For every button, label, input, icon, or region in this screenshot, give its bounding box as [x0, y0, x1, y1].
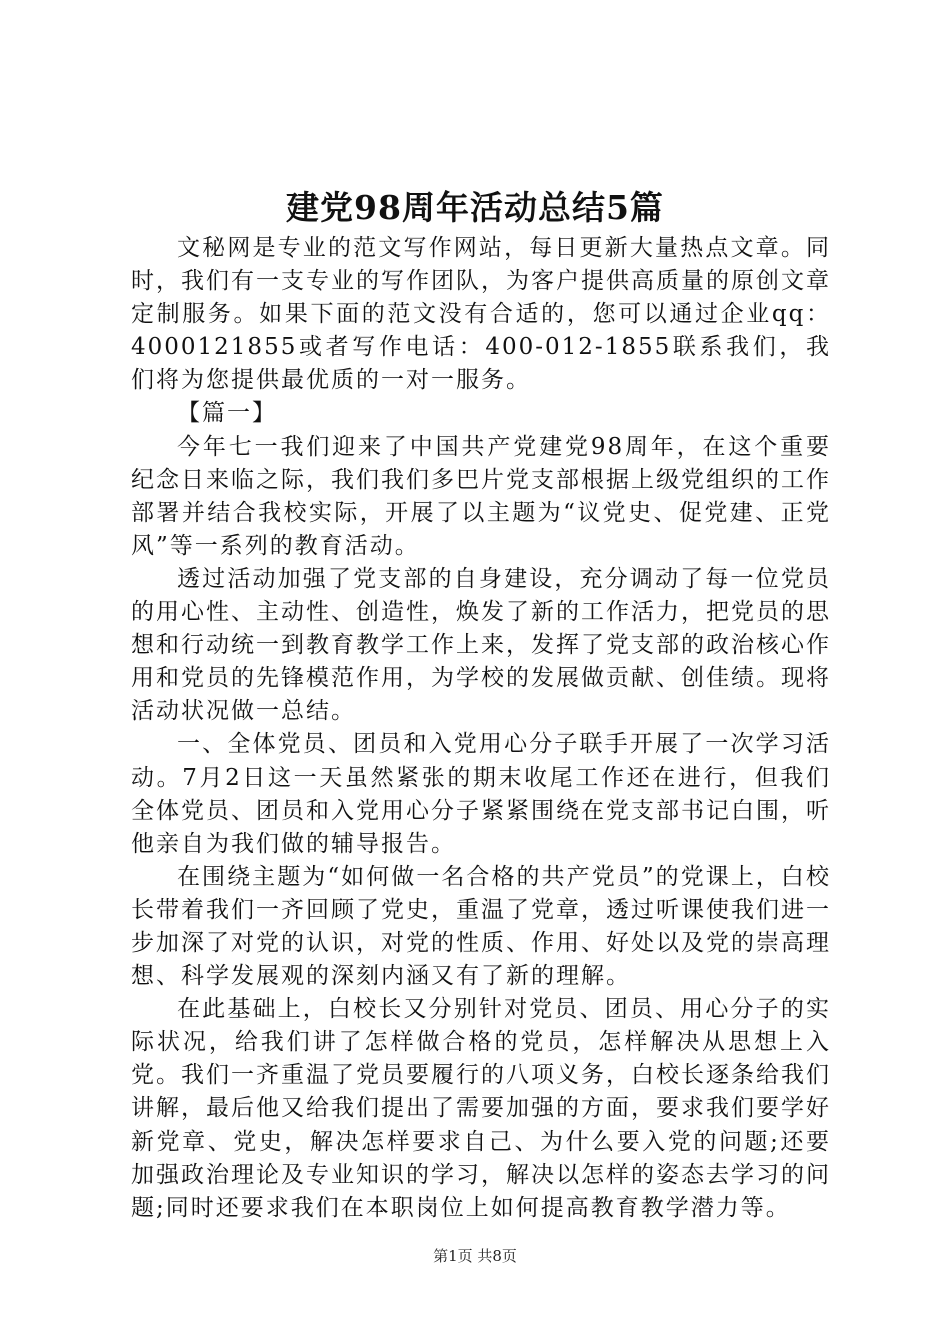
document-body [131, 232, 831, 1225]
body-paragraph: 在围绕主题为“如何做一名合格的共产党员”的党课上，白校长带着我们一齐回顾了党史，重温了党章，透过听课使我们进一步加深了对党的认识，对党的性质、作用、好处以及党的崇高理想、科学发展观的深刻内涵又有了新的理解。 [131, 863, 831, 990]
body-paragraph: 一、全体党员、团员和入党用心分子联手开展了一次学习活动。7月2日这一天虽然紧张的期末收尾工作还在进行，但我们全体党员、团员和入党用心分子紧紧围绕在党支部书记白围，听他亲自为我们做的辅导报告。 [131, 731, 831, 857]
body-paragraph: 今年七一我们迎来了中国共产党建党98周年，在这个重要纪念日来临之际，我们我们多巴片党支部根据上级党组织的工作部署并结合我校实际，开展了以主题为“议党史、促党建、正党风”等一系列的教育活动。 [131, 433, 831, 559]
body-paragraph: 透过活动加强了党支部的自身建设，充分调动了每一位党员的用心性、主动性、创造性，焕发了新的工作活力，把党员的思想和行动统一到教育教学工作上来，发挥了党支部的政治核心作用和党员的先锋模范作用，为学校的发展做贡献、创佳绩。现将活动状况做一总结。 [131, 565, 831, 725]
section-heading-part-one: 【篇一】 [177, 400, 277, 427]
body-paragraph: 在此基础上，白校长又分别针对党员、团员、用心分子的实际状况，给我们讲了怎样做合格的党员，怎样解决从思想上入党。我们一齐重温了党员要履行的八项义务，白校长逐条给我们讲解，最后他又给我们提出了需要加强的方面，要求我们要学好新党章、党史，解决怎样要求自己、为什么要入党的问题;还要加强政治理论及专业知识的学习，解决以怎样的姿态去学习的问题;同时还要求我们在本职岗位上如何提高教育教学潜力等。 [131, 996, 831, 1221]
document-title: 建党98周年活动总结5篇 [286, 188, 664, 227]
intro-paragraph: 文秘网是专业的范文写作网站，每日更新大量热点文章。同时，我们有一支专业的写作团队，为客户提供高质量的原创文章定制服务。如果下面的范文没有合适的，您可以通过企业qq：4000121855或者写作电话：400-012-1855联系我们，我们将为您提供最优质的一对一服务。 [131, 235, 831, 394]
page-footer: 第1页 共8页 [433, 1247, 517, 1265]
